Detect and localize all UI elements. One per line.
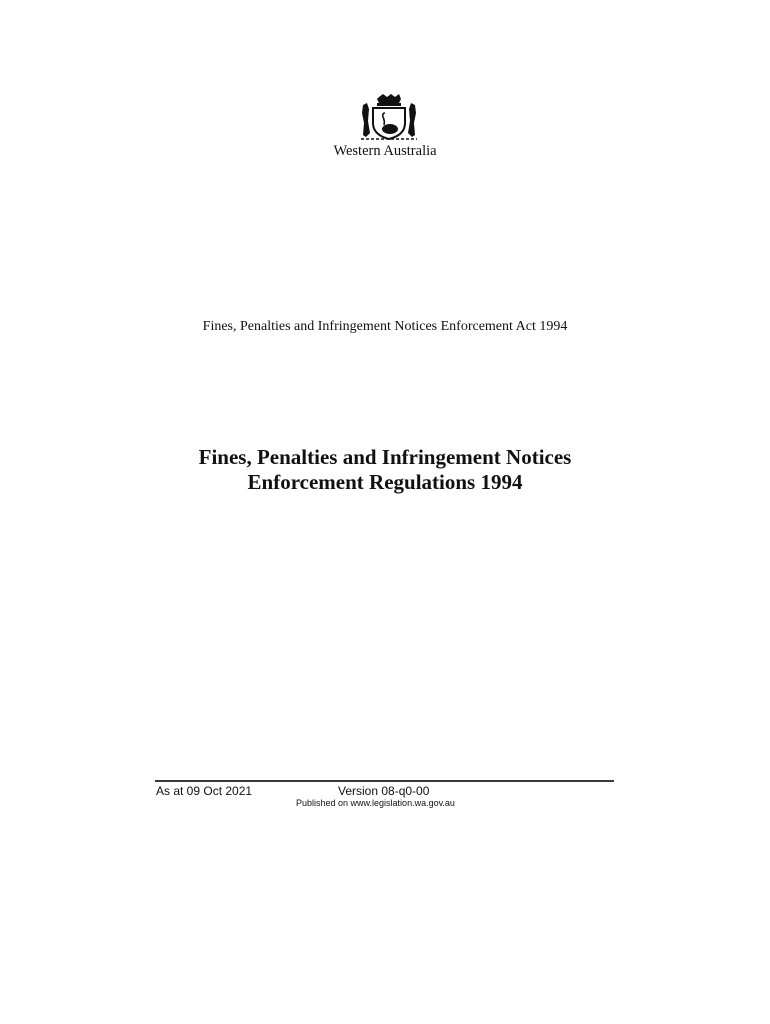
document-title <box>0 445 770 495</box>
published-notice: Published on www.legislation.wa.gov.au <box>296 798 455 808</box>
as-at-date: As at 09 Oct 2021 <box>156 784 253 798</box>
document-title-line-2: Enforcement Regulations 1994 <box>247 470 523 494</box>
parent-act-name: Fines, Penalties and Infringement Notices Enforcement Act 1994 <box>202 319 568 334</box>
version-label: Version 08-q0-00 <box>338 784 430 798</box>
footer-divider <box>155 780 614 782</box>
jurisdiction-label: Western Australia <box>333 143 437 159</box>
document-title-line-1: Fines, Penalties and Infringement Notices <box>198 445 572 469</box>
coat-of-arms-icon <box>357 93 421 143</box>
